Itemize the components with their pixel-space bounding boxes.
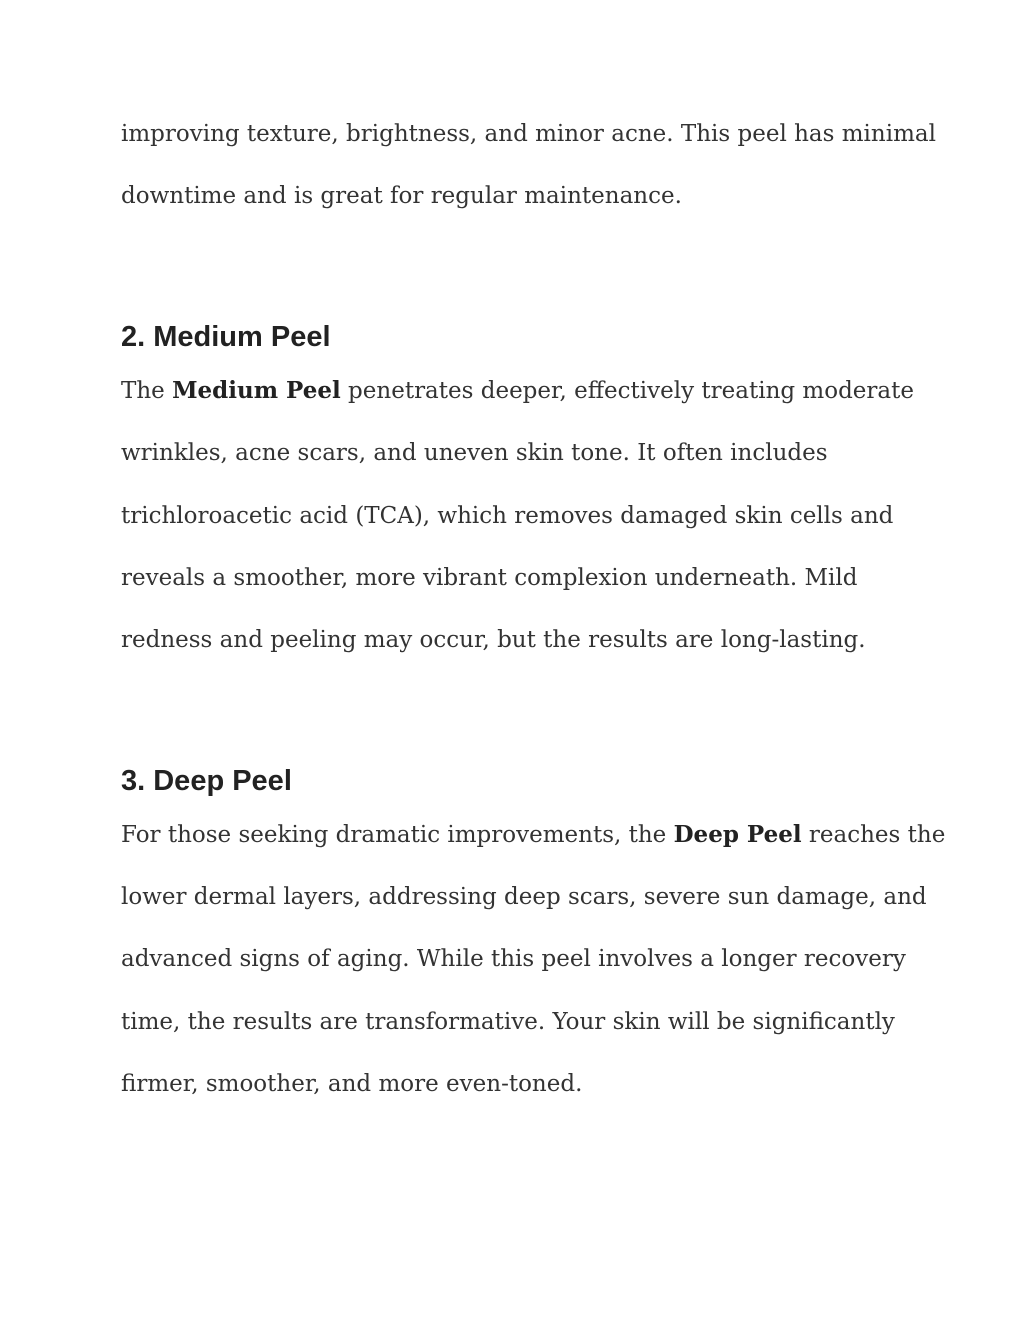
deep-peel-line-4: time, the results are transformative. Your skin will be significantly — [121, 1009, 895, 1035]
medium-line1-pre: The — [121, 378, 173, 404]
medium-peel-line-5: redness and peeling may occur, but the results are long-lasting. — [121, 627, 866, 653]
medium-peel-line-2: wrinkles, acne scars, and uneven skin tone. It often includes — [121, 440, 828, 466]
medium-line1-post: penetrates deeper, effectively treating moderate — [340, 378, 914, 404]
deep-peel-line-2: lower dermal layers, addressing deep scars, severe sun damage, and — [121, 884, 927, 910]
medium-peel-bold-term: Medium Peel — [172, 377, 341, 404]
intro-line-2: downtime and is great for regular maintenance. — [121, 183, 682, 209]
medium-peel-line-3: trichloroacetic acid (TCA), which removes damaged skin cells and — [121, 503, 894, 529]
deep-peel-bold-term: Deep Peel — [673, 821, 802, 848]
intro-line-1: improving texture, brightness, and minor acne. This peel has minimal — [121, 121, 936, 147]
deep-line1-pre: For those seeking dramatic improvements, the — [121, 822, 674, 848]
medium-peel-line-4: reveals a smoother, more vibrant complexion underneath. Mild — [121, 565, 858, 591]
deep-peel-heading: 3. Deep Peel — [121, 765, 292, 797]
deep-peel-line-5: firmer, smoother, and more even-toned. — [121, 1071, 583, 1097]
medium-peel-heading: 2. Medium Peel — [121, 321, 331, 353]
deep-peel-line-1 — [121, 820, 945, 850]
medium-peel-line-1 — [121, 376, 914, 406]
deep-line1-post: reaches the — [801, 822, 946, 848]
deep-peel-line-3: advanced signs of aging. While this peel involves a longer recovery — [121, 946, 906, 972]
